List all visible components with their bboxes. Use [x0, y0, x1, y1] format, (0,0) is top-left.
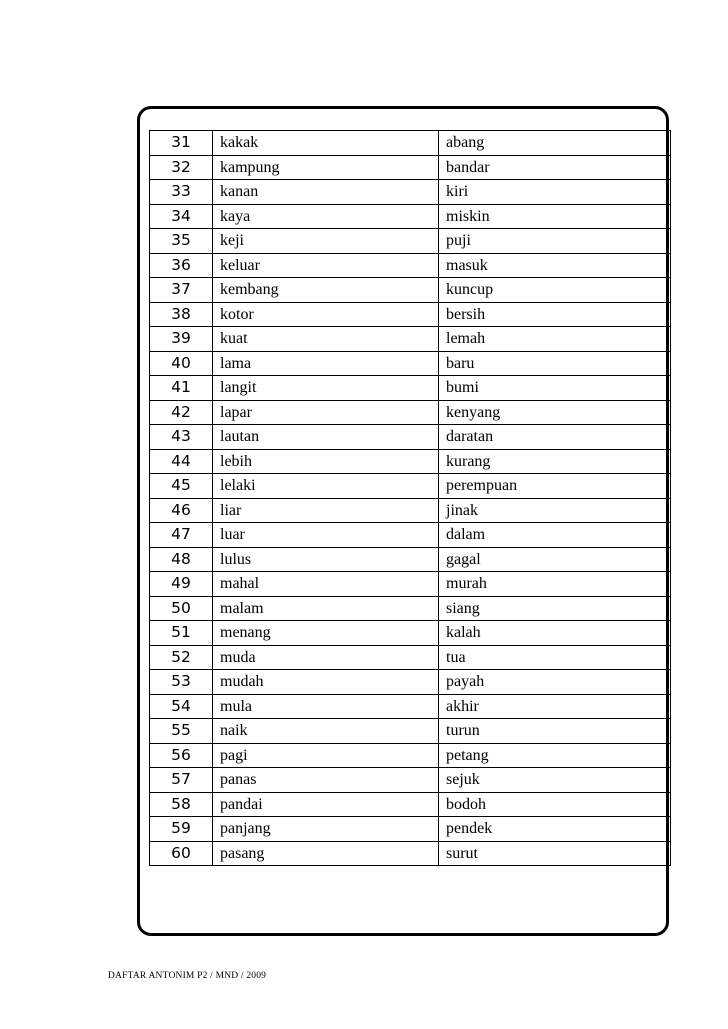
- row-number: 34: [150, 204, 213, 229]
- table-row: [150, 400, 671, 425]
- antonym-cell: abang: [439, 131, 671, 156]
- antonym-cell: siang: [439, 596, 671, 621]
- row-number: 40: [150, 351, 213, 376]
- antonym-cell: jinak: [439, 498, 671, 523]
- table-row: [150, 376, 671, 401]
- word-cell: kotor: [213, 302, 439, 327]
- table-row: [150, 155, 671, 180]
- row-number: 47: [150, 523, 213, 548]
- row-number: 37: [150, 278, 213, 303]
- antonym-cell: bumi: [439, 376, 671, 401]
- row-number: 31: [150, 131, 213, 156]
- word-cell: kampung: [213, 155, 439, 180]
- row-number: 33: [150, 180, 213, 205]
- antonym-cell: kiri: [439, 180, 671, 205]
- row-number: 59: [150, 817, 213, 842]
- table-row: [150, 302, 671, 327]
- table-row: [150, 621, 671, 646]
- table-row: [150, 694, 671, 719]
- antonym-cell: puji: [439, 229, 671, 254]
- word-cell: langit: [213, 376, 439, 401]
- word-cell: panjang: [213, 817, 439, 842]
- table-row: [150, 498, 671, 523]
- word-cell: mudah: [213, 670, 439, 695]
- word-cell: keji: [213, 229, 439, 254]
- word-cell: panas: [213, 768, 439, 793]
- row-number: 54: [150, 694, 213, 719]
- word-cell: lama: [213, 351, 439, 376]
- row-number: 45: [150, 474, 213, 499]
- antonym-cell: sejuk: [439, 768, 671, 793]
- antonym-cell: tua: [439, 645, 671, 670]
- row-number: 53: [150, 670, 213, 695]
- table-row: [150, 547, 671, 572]
- antonym-cell: bodoh: [439, 792, 671, 817]
- word-cell: liar: [213, 498, 439, 523]
- row-number: 39: [150, 327, 213, 352]
- row-number: 35: [150, 229, 213, 254]
- row-number: 55: [150, 719, 213, 744]
- word-cell: naik: [213, 719, 439, 744]
- table-row: [150, 180, 671, 205]
- antonym-cell: lemah: [439, 327, 671, 352]
- table-row: [150, 572, 671, 597]
- word-cell: kakak: [213, 131, 439, 156]
- table-row: [150, 351, 671, 376]
- word-cell: lebih: [213, 449, 439, 474]
- antonym-cell: miskin: [439, 204, 671, 229]
- word-cell: malam: [213, 596, 439, 621]
- row-number: 42: [150, 400, 213, 425]
- table-row: [150, 841, 671, 866]
- antonym-cell: kenyang: [439, 400, 671, 425]
- word-cell: menang: [213, 621, 439, 646]
- word-cell: lelaki: [213, 474, 439, 499]
- row-number: 50: [150, 596, 213, 621]
- antonym-cell: daratan: [439, 425, 671, 450]
- antonym-cell: baru: [439, 351, 671, 376]
- word-cell: keluar: [213, 253, 439, 278]
- antonym-table-body: [150, 131, 671, 866]
- antonym-cell: perempuan: [439, 474, 671, 499]
- row-number: 46: [150, 498, 213, 523]
- antonym-cell: dalam: [439, 523, 671, 548]
- antonym-cell: kuncup: [439, 278, 671, 303]
- antonym-cell: kurang: [439, 449, 671, 474]
- word-cell: lapar: [213, 400, 439, 425]
- antonym-table: [149, 130, 671, 866]
- page-footer: DAFTAR ANTONIM P2 / MND / 2009: [108, 971, 267, 981]
- row-number: 41: [150, 376, 213, 401]
- antonym-cell: akhir: [439, 694, 671, 719]
- table-row: [150, 253, 671, 278]
- table-row: [150, 596, 671, 621]
- word-cell: muda: [213, 645, 439, 670]
- row-number: 56: [150, 743, 213, 768]
- table-row: [150, 425, 671, 450]
- row-number: 58: [150, 792, 213, 817]
- antonym-cell: pendek: [439, 817, 671, 842]
- antonym-cell: bersih: [439, 302, 671, 327]
- antonym-cell: gagal: [439, 547, 671, 572]
- row-number: 43: [150, 425, 213, 450]
- row-number: 60: [150, 841, 213, 866]
- word-cell: luar: [213, 523, 439, 548]
- word-cell: lautan: [213, 425, 439, 450]
- row-number: 57: [150, 768, 213, 793]
- antonym-cell: murah: [439, 572, 671, 597]
- row-number: 32: [150, 155, 213, 180]
- antonym-cell: bandar: [439, 155, 671, 180]
- table-row: [150, 719, 671, 744]
- table-row: [150, 204, 671, 229]
- word-cell: kaya: [213, 204, 439, 229]
- row-number: 44: [150, 449, 213, 474]
- table-row: [150, 817, 671, 842]
- antonym-cell: surut: [439, 841, 671, 866]
- row-number: 49: [150, 572, 213, 597]
- row-number: 36: [150, 253, 213, 278]
- word-cell: pasang: [213, 841, 439, 866]
- word-cell: mahal: [213, 572, 439, 597]
- table-row: [150, 523, 671, 548]
- table-row: [150, 131, 671, 156]
- table-row: [150, 278, 671, 303]
- antonym-cell: turun: [439, 719, 671, 744]
- table-row: [150, 645, 671, 670]
- word-cell: kanan: [213, 180, 439, 205]
- table-row: [150, 743, 671, 768]
- antonym-cell: payah: [439, 670, 671, 695]
- antonym-cell: kalah: [439, 621, 671, 646]
- antonym-cell: masuk: [439, 253, 671, 278]
- table-row: [150, 792, 671, 817]
- row-number: 52: [150, 645, 213, 670]
- word-cell: pagi: [213, 743, 439, 768]
- table-row: [150, 327, 671, 352]
- word-cell: mula: [213, 694, 439, 719]
- table-row: [150, 670, 671, 695]
- row-number: 51: [150, 621, 213, 646]
- word-cell: kembang: [213, 278, 439, 303]
- word-cell: pandai: [213, 792, 439, 817]
- word-cell: kuat: [213, 327, 439, 352]
- table-row: [150, 229, 671, 254]
- antonym-cell: petang: [439, 743, 671, 768]
- table-row: [150, 449, 671, 474]
- row-number: 38: [150, 302, 213, 327]
- word-cell: lulus: [213, 547, 439, 572]
- row-number: 48: [150, 547, 213, 572]
- table-row: [150, 474, 671, 499]
- table-row: [150, 768, 671, 793]
